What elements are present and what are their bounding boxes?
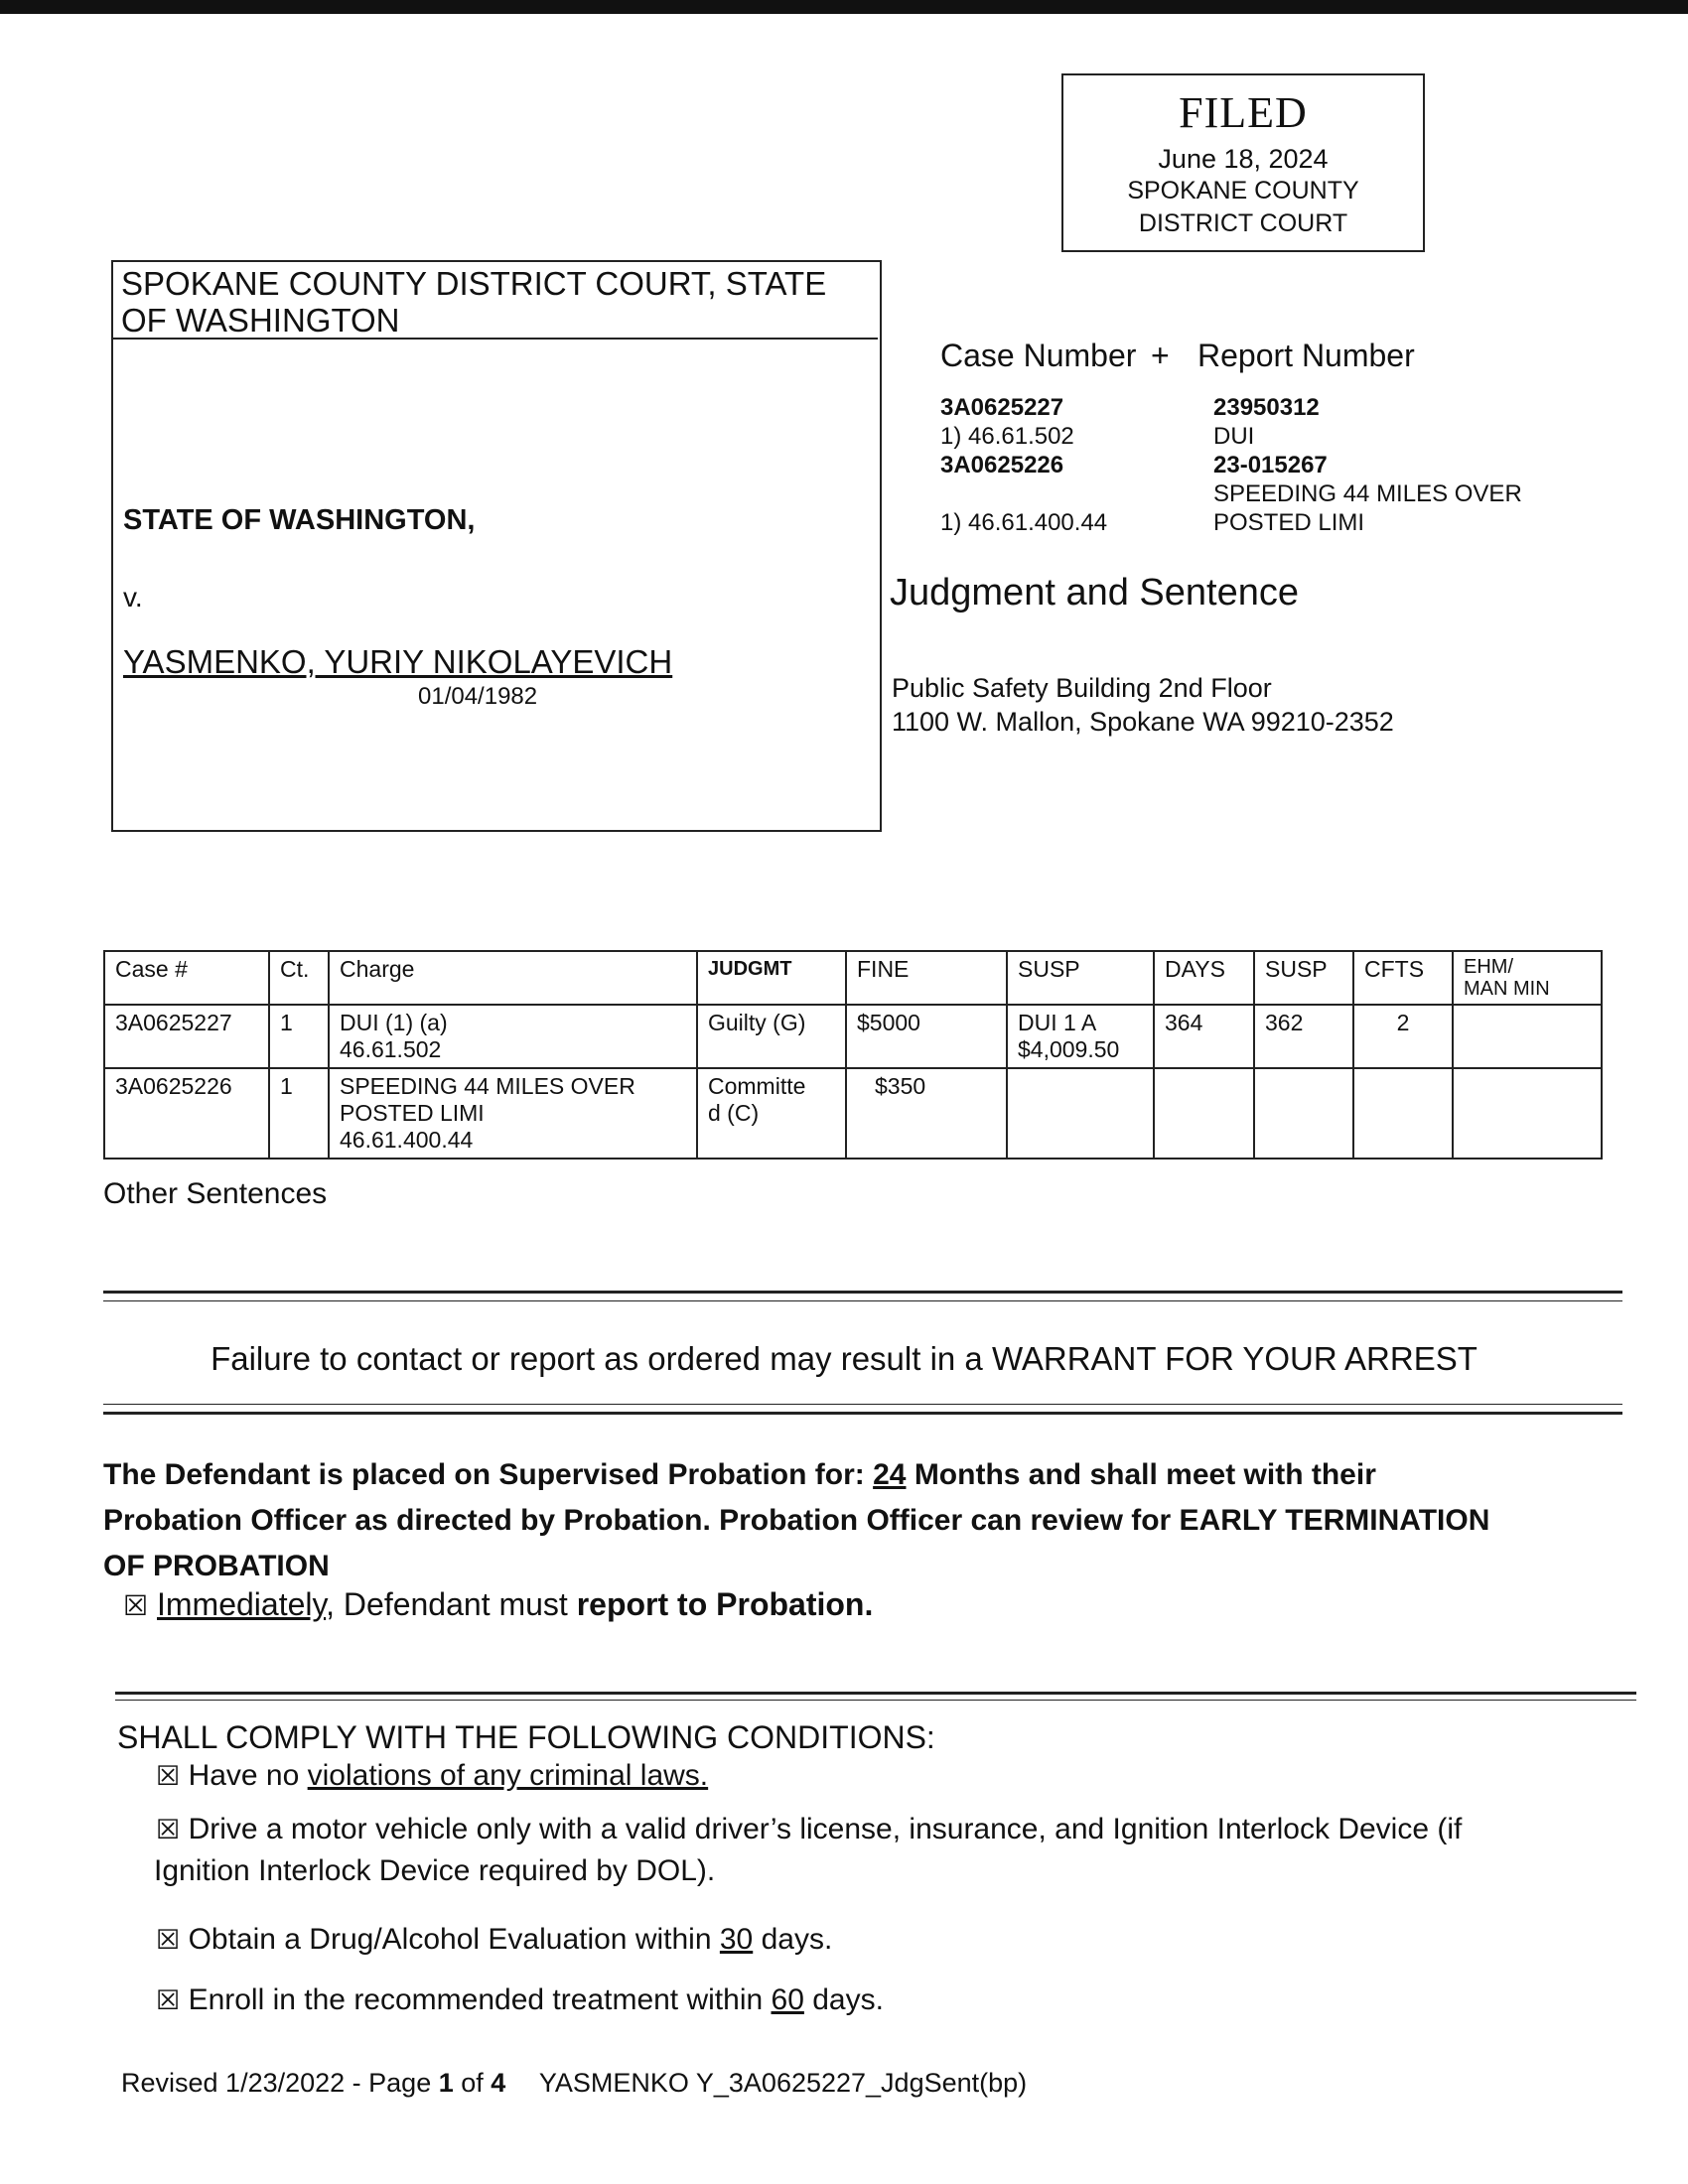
condition-text-cont: Ignition Interlock Device required by DOL). — [154, 1854, 716, 1887]
case-1-statute: 1) 46.61.502 — [940, 423, 1074, 450]
col-ct: Ct. — [269, 951, 329, 1005]
cell-judgment: Committe d (C) — [697, 1068, 846, 1159]
divider — [103, 1404, 1622, 1405]
cell-case: 3A0625227 — [104, 1005, 269, 1068]
condition-text-underlined: violations of any criminal laws. — [307, 1759, 709, 1792]
cell-ct: 1 — [269, 1005, 329, 1068]
table-row — [104, 1068, 1602, 1159]
cell-cfts — [1353, 1068, 1453, 1159]
col-days: DAYS — [1154, 951, 1254, 1005]
report-2-desc1: SPEEDING 44 MILES OVER — [1213, 480, 1522, 507]
footer-file-name: YASMENKO Y_3A0625227_JdgSent(bp) — [538, 2068, 1028, 2098]
cell-susp-days — [1254, 1068, 1353, 1159]
col-case: Case # — [104, 951, 269, 1005]
col-fine: FINE — [846, 951, 1007, 1005]
condition-text: Obtain a Drug/Alcohol Evaluation within — [188, 1923, 720, 1956]
cell-ct: 1 — [269, 1068, 329, 1159]
filed-court-line2: DISTRICT COURT — [1138, 209, 1348, 237]
plaintiff: STATE OF WASHINGTON, — [123, 504, 476, 536]
document-title: Judgment and Sentence — [890, 572, 1299, 614]
charges-table — [103, 950, 1603, 1160]
report-1 — [1213, 393, 1522, 537]
versus: v. — [123, 582, 143, 613]
evaluation-days: 30 — [719, 1923, 754, 1956]
case-2-statute: 1) 46.61.400.44 — [940, 509, 1108, 536]
case-2-number: 3A0625226 — [940, 452, 1064, 478]
divider — [115, 1700, 1636, 1701]
plus-sign: + — [1151, 338, 1170, 373]
probation-months: 24 — [873, 1458, 907, 1491]
cell-cfts: 2 — [1353, 1005, 1453, 1068]
address-line2: 1100 W. Mallon, Spokane WA 99210-2352 — [892, 707, 1394, 737]
report-2-desc2: POSTED LIMI — [1213, 509, 1365, 536]
checked-box-icon[interactable]: ☒ — [156, 1985, 181, 2015]
report-1-desc: DUI — [1213, 423, 1255, 450]
col-ehm: EHM/ MAN MIN — [1453, 951, 1602, 1005]
col-judgment: JUDGMT — [697, 951, 846, 1005]
cell-susp-days: 362 — [1254, 1005, 1353, 1068]
col-susp: SUSP — [1007, 951, 1154, 1005]
immediately-text: Immediately — [157, 1586, 327, 1622]
filed-word: FILED — [1179, 88, 1308, 137]
cell-fine: $350 — [846, 1068, 1007, 1159]
divider — [103, 1291, 1622, 1294]
condition-item — [156, 1919, 832, 1961]
footer-revised: Revised 1/23/2022 - Page — [121, 2068, 439, 2098]
court-name — [111, 260, 878, 343]
condition-text-end: days. — [753, 1923, 833, 1956]
cell-fine: $5000 — [846, 1005, 1007, 1068]
report-text: , Defendant must — [326, 1586, 577, 1622]
court-address — [892, 671, 1394, 739]
address-line1: Public Safety Building 2nd Floor — [892, 673, 1272, 703]
footer-of: of — [453, 2068, 492, 2098]
condition-item — [156, 1809, 1625, 1892]
cell-ehm — [1453, 1068, 1602, 1159]
defendant-dob: 01/04/1982 — [418, 683, 538, 710]
probation-line2: Probation Officer as directed by Probation. Probation Officer can review for EARLY TERMINATION — [103, 1504, 1490, 1537]
cell-case: 3A0625226 — [104, 1068, 269, 1159]
table-row — [104, 1005, 1602, 1068]
defendant-name: YASMENKO, YURIY NIKOLAYEVICH — [123, 643, 673, 680]
checked-box-icon[interactable]: ☒ — [123, 1590, 149, 1621]
checked-box-icon[interactable]: ☒ — [156, 1761, 181, 1791]
divider — [103, 1300, 1622, 1301]
page-footer — [121, 2068, 1027, 2099]
condition-text: Have no — [188, 1759, 308, 1792]
report-number-label: Report Number — [1197, 338, 1415, 373]
report-1-number: 23950312 — [1213, 394, 1320, 421]
warrant-warning: Failure to contact or report as ordered may result in a WARRANT FOR YOUR ARREST — [211, 1340, 1477, 1377]
condition-text: Enroll in the recommended treatment within — [188, 1983, 772, 2016]
case-1-number: 3A0625227 — [940, 394, 1064, 421]
conditions-heading: SHALL COMPLY WITH THE FOLLOWING CONDITIONS: — [117, 1719, 935, 1755]
case-1 — [940, 393, 1074, 479]
probation-intro: The Defendant is placed on Supervised Probation for: — [103, 1458, 874, 1491]
case-number-label: Case Number — [940, 338, 1137, 373]
condition-text-end: days. — [803, 1983, 884, 2016]
filed-date: June 18, 2024 — [1158, 144, 1329, 174]
col-charge: Charge — [329, 951, 697, 1005]
filed-stamp — [1061, 73, 1425, 252]
treatment-days: 60 — [771, 1983, 804, 2016]
checked-box-icon[interactable]: ☒ — [156, 1925, 181, 1955]
condition-item — [156, 1979, 884, 2021]
report-to-probation-text: report to Probation. — [576, 1586, 874, 1622]
report-immediately-item — [123, 1586, 873, 1623]
probation-text — [103, 1452, 1632, 1589]
probation-intro-rest: Months and shall meet with their — [906, 1458, 1376, 1491]
cell-susp — [1007, 1068, 1154, 1159]
condition-text: Drive a motor vehicle only with a valid driver’s license, insurance, and Ignition Interlock Device (if — [188, 1813, 1463, 1845]
cell-charge: DUI (1) (a) 46.61.502 — [329, 1005, 697, 1068]
cell-charge: SPEEDING 44 MILES OVER POSTED LIMI 46.61.400.44 — [329, 1068, 697, 1159]
condition-item — [156, 1755, 708, 1797]
cell-days: 364 — [1154, 1005, 1254, 1068]
probation-line3: OF PROBATION — [103, 1550, 330, 1582]
scan-top-border — [0, 0, 1688, 14]
cell-ehm — [1453, 1005, 1602, 1068]
table-header-row — [104, 951, 1602, 1005]
other-sentences-label: Other Sentences — [103, 1177, 328, 1210]
cell-judgment: Guilty (G) — [697, 1005, 846, 1068]
col-cfts: CFTS — [1353, 951, 1453, 1005]
footer-page-number: 1 — [438, 2068, 454, 2098]
cell-susp: DUI 1 A $4,009.50 — [1007, 1005, 1154, 1068]
col-susp-days: SUSP — [1254, 951, 1353, 1005]
checked-box-icon[interactable]: ☒ — [156, 1815, 181, 1844]
divider — [115, 1692, 1636, 1695]
court-line2: OF WASHINGTON — [121, 302, 400, 339]
report-2-number: 23-015267 — [1213, 452, 1328, 478]
court-line1: SPOKANE COUNTY DISTRICT COURT, STATE — [121, 265, 827, 302]
divider — [103, 1412, 1622, 1415]
footer-page-total: 4 — [491, 2068, 506, 2098]
cell-days — [1154, 1068, 1254, 1159]
court-heading — [111, 260, 878, 340]
caption-box — [111, 260, 882, 832]
filed-court-line1: SPOKANE COUNTY — [1127, 177, 1359, 205]
